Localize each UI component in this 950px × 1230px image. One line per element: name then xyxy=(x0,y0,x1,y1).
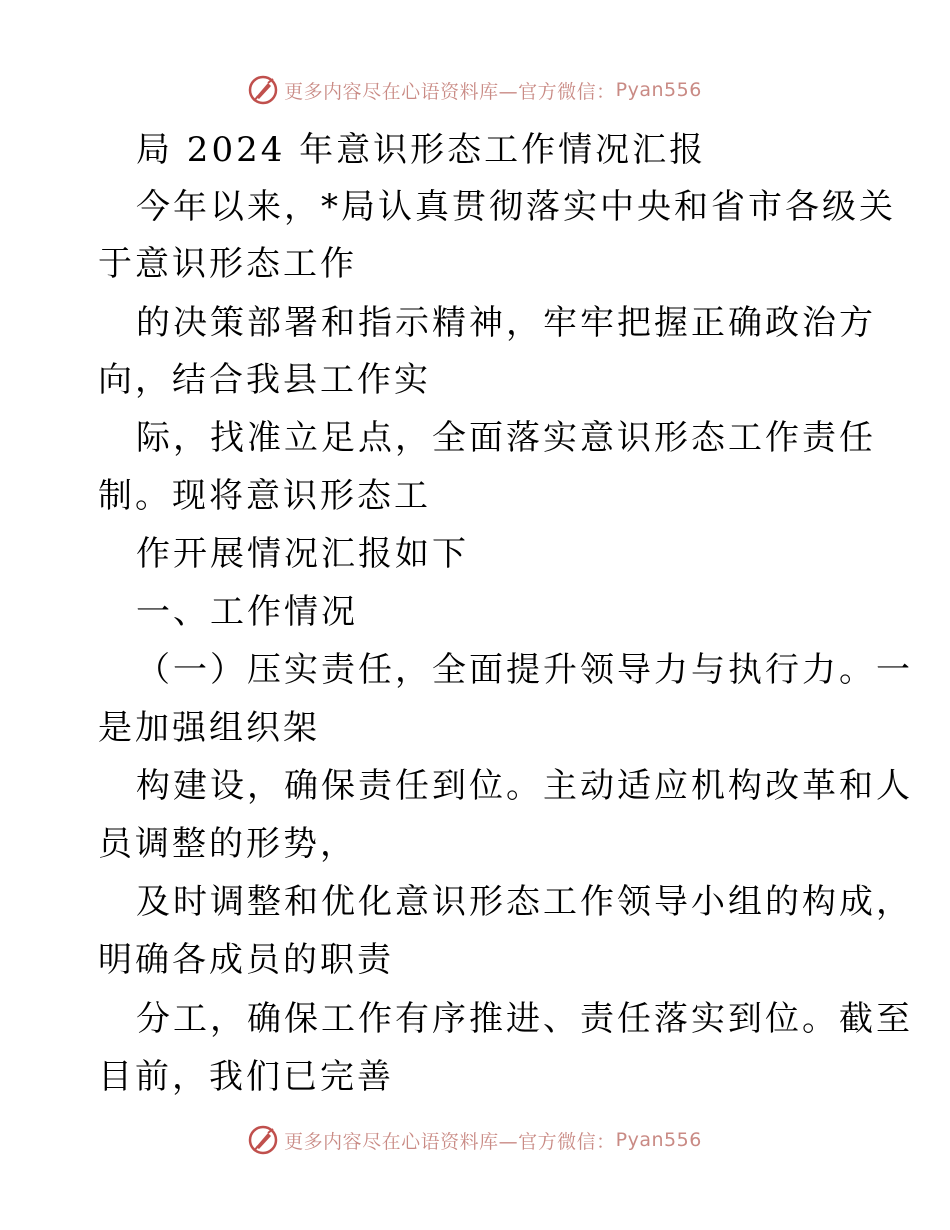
feather-pen-logo-icon xyxy=(248,1125,278,1155)
paragraph-line: 员调整的形势， xyxy=(98,824,357,864)
paragraph-line: 是加强组织架 xyxy=(98,708,320,748)
footer-wechat-id: Pyan556 xyxy=(615,1129,702,1151)
paragraph-line: 及时调整和优化意识形态工作领导小组的构成， xyxy=(136,882,913,922)
paragraph-line: 作开展情况汇报如下 xyxy=(136,534,469,574)
subsection-heading: （一）压实责任，全面提升领导力与执行力。一 xyxy=(136,650,913,690)
header-wechat-id: Pyan556 xyxy=(615,79,702,101)
paragraph-line: 制。现将意识形态工 xyxy=(98,476,431,516)
document-title: 局 2024 年意识形态工作情况汇报 xyxy=(136,130,707,170)
paragraph-line: 的决策部署和指示精神，牢牢把握正确政治方 xyxy=(136,303,876,343)
paragraph-line: 于意识形态工作 xyxy=(98,244,357,284)
paragraph-line: 明确各成员的职责 xyxy=(98,940,394,980)
paragraph-line: 分工，确保工作有序推进、责任落实到位。截至 xyxy=(136,999,913,1039)
feather-pen-logo-icon xyxy=(248,75,278,105)
paragraph-line: 际，找准立足点，全面落实意识形态工作责任 xyxy=(136,418,876,458)
paragraph-line: 构建设，确保责任到位。主动适应机构改革和人 xyxy=(136,766,913,806)
footer-watermark-banner xyxy=(0,1120,950,1160)
paragraph-line: 今年以来，*局认真贯彻落实中央和省市各级关 xyxy=(136,187,896,227)
header-watermark-banner xyxy=(0,70,950,110)
header-banner-text: 更多内容尽在心语资料库—官方微信： xyxy=(284,80,616,103)
section-heading: 一、工作情况 xyxy=(136,592,358,632)
paragraph-line: 向，结合我县工作实 xyxy=(98,360,431,400)
paragraph-line: 目前，我们已完善 xyxy=(98,1057,394,1097)
footer-banner-text: 更多内容尽在心语资料库—官方微信： xyxy=(284,1130,616,1153)
